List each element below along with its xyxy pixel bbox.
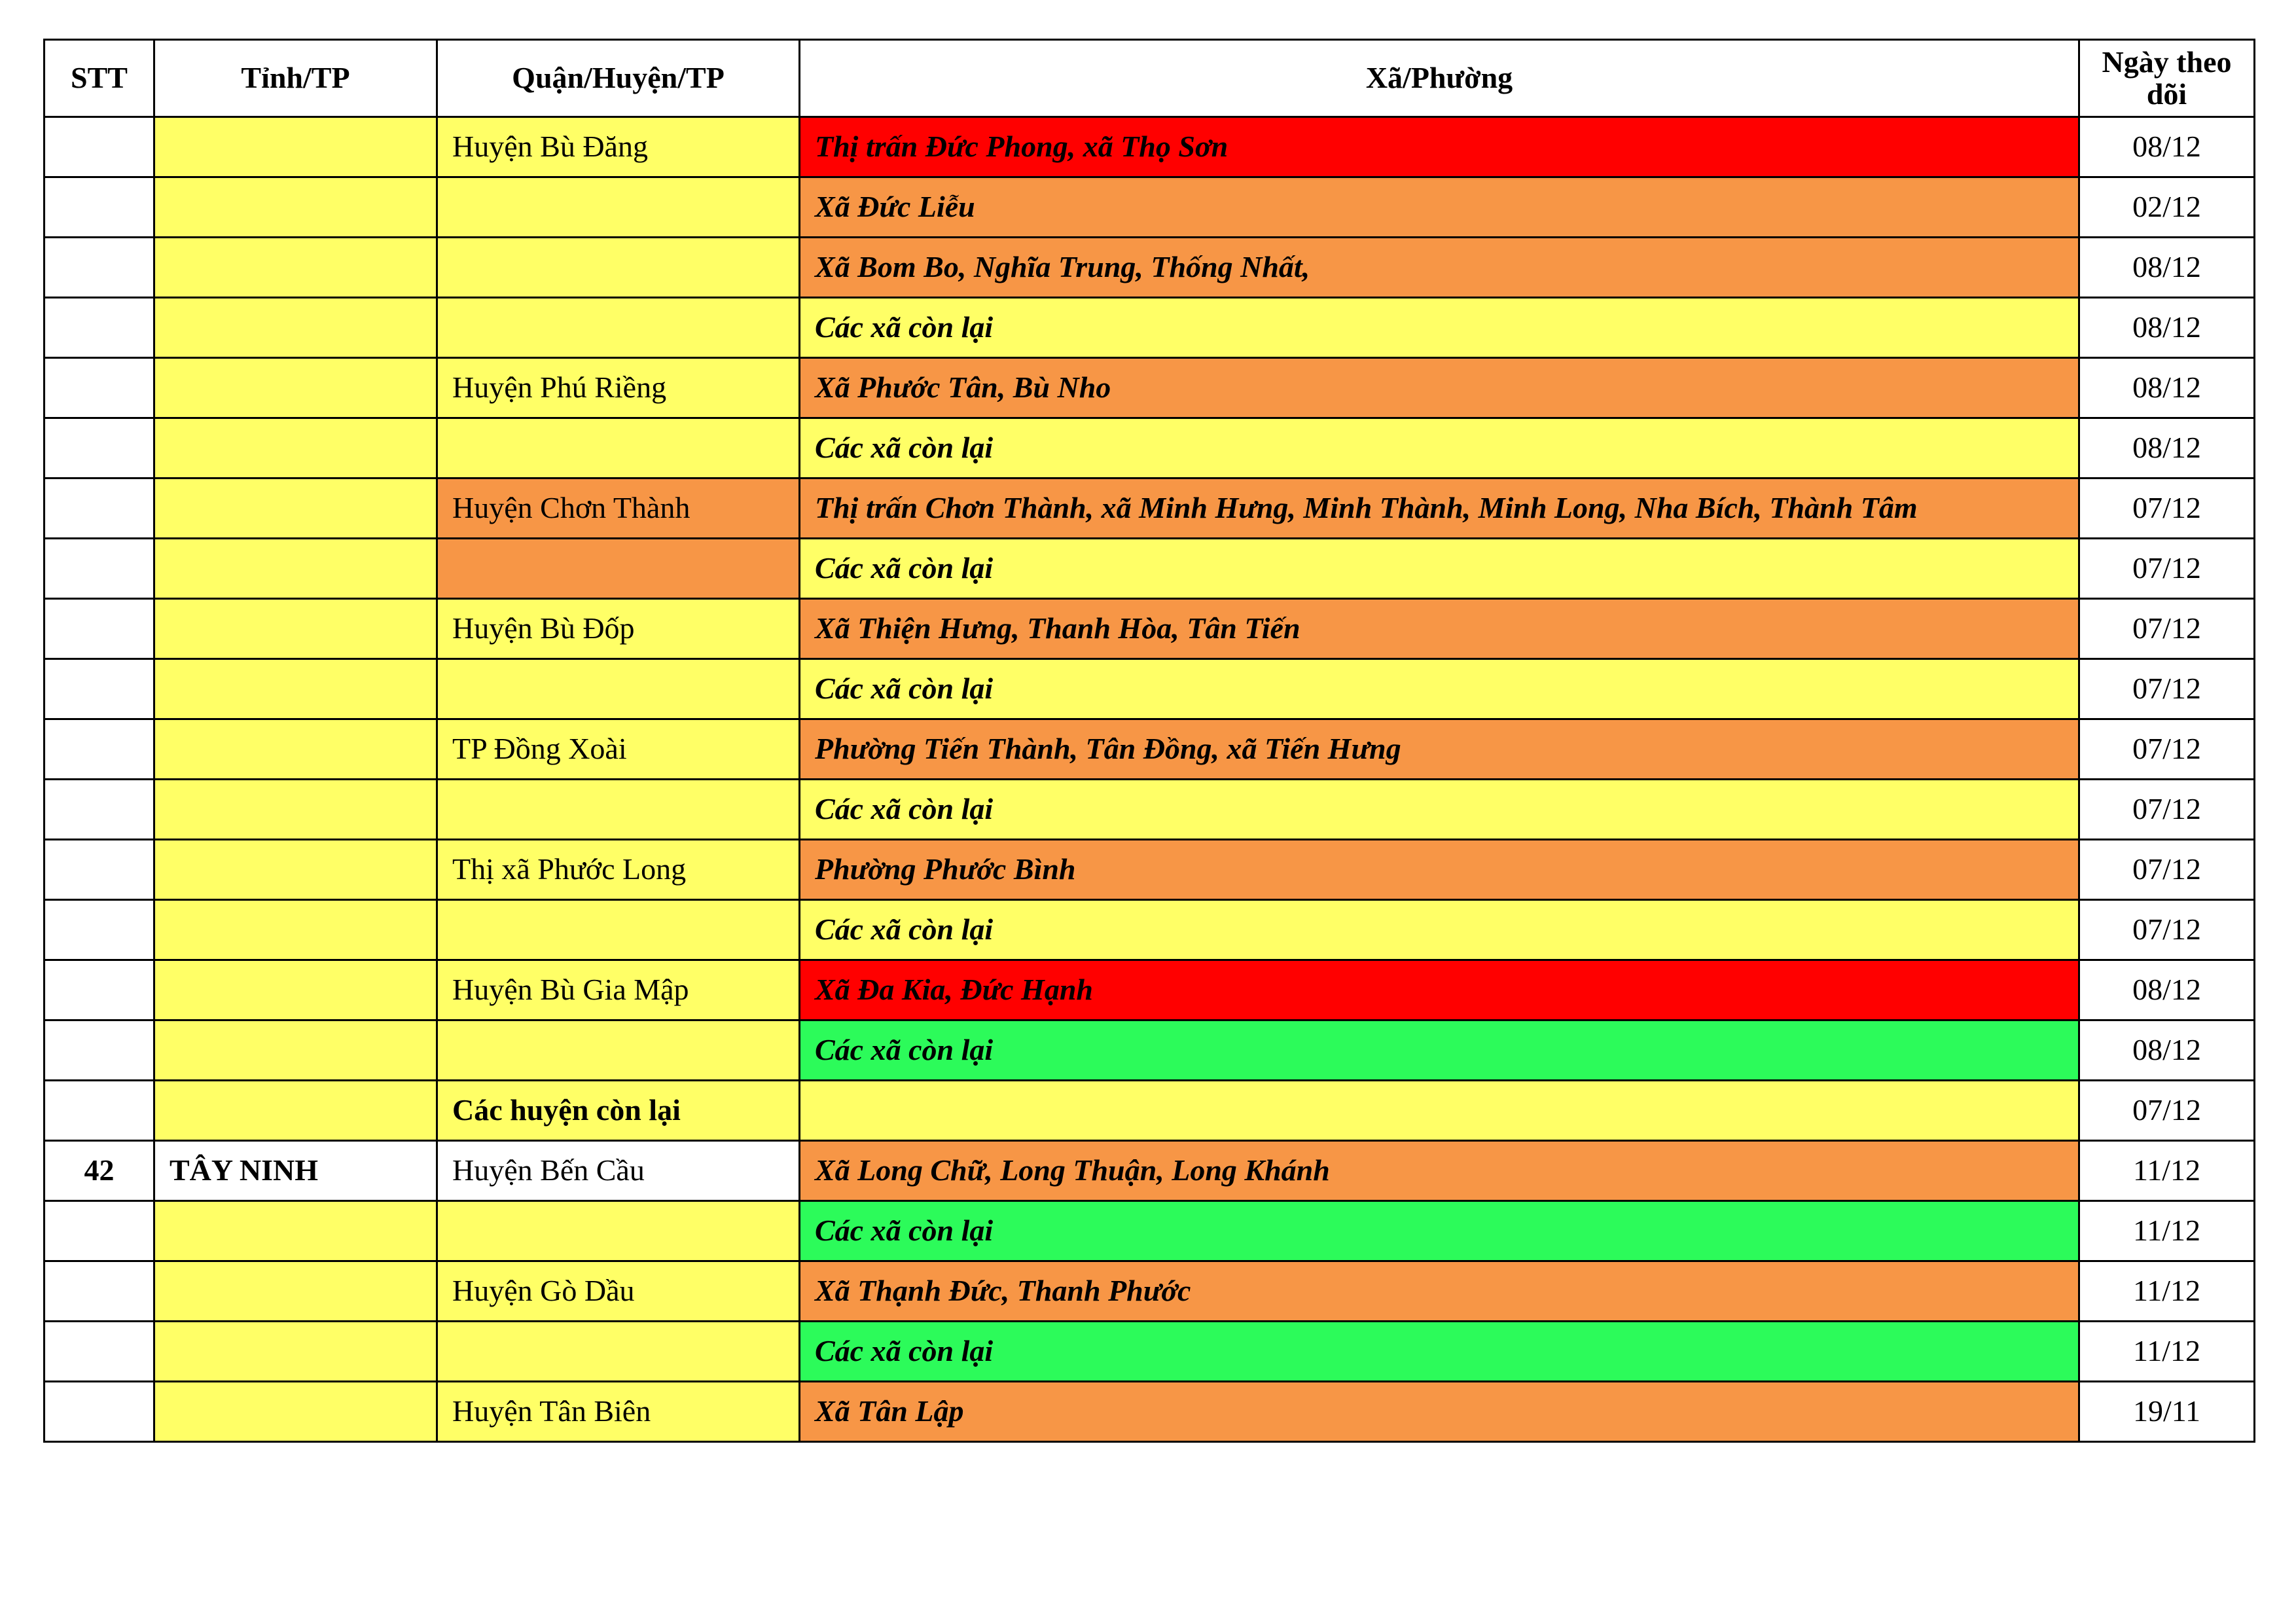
cell-date: 11/12 [2079, 1322, 2255, 1382]
cell-stt [45, 1382, 154, 1442]
cell-province [154, 418, 437, 478]
cell-ward: Các xã còn lại [800, 298, 2079, 358]
cell-date: 07/12 [2079, 1081, 2255, 1141]
epidemic-level-table [43, 39, 2255, 1443]
cell-date: 07/12 [2079, 478, 2255, 539]
cell-district: Huyện Tân Biên [437, 1382, 800, 1442]
cell-date: 08/12 [2079, 1020, 2255, 1081]
cell-stt [45, 1322, 154, 1382]
cell-stt [45, 599, 154, 659]
table-row [45, 478, 2255, 539]
cell-ward: Xã Bom Bo, Nghĩa Trung, Thống Nhất, [800, 238, 2079, 298]
cell-stt [45, 840, 154, 900]
table-row [45, 238, 2255, 298]
cell-date: 07/12 [2079, 840, 2255, 900]
cell-district: Huyện Bù Đăng [437, 117, 800, 177]
cell-date: 08/12 [2079, 298, 2255, 358]
cell-stt [45, 1081, 154, 1141]
cell-ward: Các xã còn lại [800, 539, 2079, 599]
cell-date: 07/12 [2079, 719, 2255, 780]
cell-district [437, 900, 800, 960]
table-row [45, 1261, 2255, 1322]
cell-ward [800, 1081, 2079, 1141]
cell-province [154, 1322, 437, 1382]
cell-district [437, 1020, 800, 1081]
cell-province [154, 659, 437, 719]
cell-district: Huyện Chơn Thành [437, 478, 800, 539]
cell-ward: Các xã còn lại [800, 900, 2079, 960]
cell-date: 11/12 [2079, 1201, 2255, 1261]
cell-province [154, 1261, 437, 1322]
cell-province [154, 840, 437, 900]
table-row [45, 719, 2255, 780]
cell-stt [45, 900, 154, 960]
table-row [45, 177, 2255, 238]
cell-stt [45, 478, 154, 539]
header-province: Tỉnh/TP [154, 40, 437, 117]
cell-ward: Xã Phước Tân, Bù Nho [800, 358, 2079, 418]
table-row [45, 1201, 2255, 1261]
cell-date: 11/12 [2079, 1141, 2255, 1201]
cell-district: Huyện Phú Riềng [437, 358, 800, 418]
table-row [45, 599, 2255, 659]
table-row [45, 539, 2255, 599]
cell-district [437, 780, 800, 840]
table-row [45, 1322, 2255, 1382]
table-row [45, 358, 2255, 418]
table-row [45, 298, 2255, 358]
cell-ward: Thị trấn Đức Phong, xã Thọ Sơn [800, 117, 2079, 177]
cell-province [154, 1081, 437, 1141]
cell-province [154, 1020, 437, 1081]
cell-date: 07/12 [2079, 659, 2255, 719]
cell-province [154, 238, 437, 298]
cell-district: Huyện Bù Đốp [437, 599, 800, 659]
cell-district: Huyện Gò Dầu [437, 1261, 800, 1322]
cell-date: 07/12 [2079, 599, 2255, 659]
cell-ward: Xã Thiện Hưng, Thanh Hòa, Tân Tiến [800, 599, 2079, 659]
cell-date: 07/12 [2079, 780, 2255, 840]
cell-province [154, 900, 437, 960]
cell-ward: Các xã còn lại [800, 1322, 2079, 1382]
cell-district [437, 659, 800, 719]
table-row [45, 780, 2255, 840]
table-row [45, 960, 2255, 1020]
cell-district: Huyện Bến Cầu [437, 1141, 800, 1201]
cell-ward: Xã Đa Kia, Đức Hạnh [800, 960, 2079, 1020]
cell-province [154, 1201, 437, 1261]
cell-stt [45, 117, 154, 177]
cell-stt: 42 [45, 1141, 154, 1201]
cell-district [437, 418, 800, 478]
cell-district: TP Đồng Xoài [437, 719, 800, 780]
cell-district [437, 1201, 800, 1261]
cell-district [437, 177, 800, 238]
cell-stt [45, 960, 154, 1020]
cell-ward: Phường Phước Bình [800, 840, 2079, 900]
cell-province [154, 177, 437, 238]
cell-ward: Phường Tiến Thành, Tân Đồng, xã Tiến Hưng [800, 719, 2079, 780]
table-row [45, 1081, 2255, 1141]
cell-ward: Xã Long Chữ, Long Thuận, Long Khánh [800, 1141, 2079, 1201]
table-row [45, 1382, 2255, 1442]
cell-province [154, 358, 437, 418]
cell-ward: Các xã còn lại [800, 1201, 2079, 1261]
cell-ward: Các xã còn lại [800, 418, 2079, 478]
cell-stt [45, 238, 154, 298]
cell-province [154, 780, 437, 840]
cell-date: 08/12 [2079, 418, 2255, 478]
cell-province [154, 117, 437, 177]
header-district: Quận/Huyện/TP [437, 40, 800, 117]
cell-stt [45, 298, 154, 358]
table-row [45, 1020, 2255, 1081]
cell-district: Các huyện còn lại [437, 1081, 800, 1141]
cell-date: 08/12 [2079, 358, 2255, 418]
cell-date: 08/12 [2079, 960, 2255, 1020]
cell-ward: Xã Thạnh Đức, Thanh Phước [800, 1261, 2079, 1322]
table-body [45, 117, 2255, 1442]
cell-district: Thị xã Phước Long [437, 840, 800, 900]
cell-province [154, 298, 437, 358]
cell-date: 07/12 [2079, 900, 2255, 960]
cell-district [437, 238, 800, 298]
cell-date: 07/12 [2079, 539, 2255, 599]
cell-ward: Các xã còn lại [800, 1020, 2079, 1081]
cell-stt [45, 177, 154, 238]
cell-district: Huyện Bù Gia Mập [437, 960, 800, 1020]
header-ward: Xã/Phường [800, 40, 2079, 117]
cell-province [154, 719, 437, 780]
cell-stt [45, 418, 154, 478]
cell-ward: Thị trấn Chơn Thành, xã Minh Hưng, Minh Thành, Minh Long, Nha Bích, Thành Tâm [800, 478, 2079, 539]
table-header-row [45, 40, 2255, 117]
cell-district [437, 298, 800, 358]
cell-date: 11/12 [2079, 1261, 2255, 1322]
cell-stt [45, 1261, 154, 1322]
cell-district [437, 539, 800, 599]
cell-date: 08/12 [2079, 117, 2255, 177]
cell-stt [45, 1201, 154, 1261]
table-row [45, 659, 2255, 719]
cell-ward: Các xã còn lại [800, 659, 2079, 719]
cell-province [154, 599, 437, 659]
cell-province [154, 960, 437, 1020]
cell-date: 02/12 [2079, 177, 2255, 238]
header-date: Ngày theo dõi [2079, 40, 2255, 117]
cell-ward: Xã Tân Lập [800, 1382, 2079, 1442]
cell-date: 08/12 [2079, 238, 2255, 298]
cell-province [154, 478, 437, 539]
cell-stt [45, 539, 154, 599]
header-stt: STT [45, 40, 154, 117]
table-row [45, 900, 2255, 960]
cell-district [437, 1322, 800, 1382]
cell-province [154, 539, 437, 599]
cell-province [154, 1382, 437, 1442]
table-row [45, 840, 2255, 900]
cell-province: TÂY NINH [154, 1141, 437, 1201]
cell-stt [45, 780, 154, 840]
cell-stt [45, 659, 154, 719]
table-row [45, 117, 2255, 177]
cell-ward: Xã Đức Liễu [800, 177, 2079, 238]
cell-stt [45, 719, 154, 780]
table-row [45, 1141, 2255, 1201]
cell-date: 19/11 [2079, 1382, 2255, 1442]
cell-ward: Các xã còn lại [800, 780, 2079, 840]
cell-stt [45, 1020, 154, 1081]
table-row [45, 418, 2255, 478]
cell-stt [45, 358, 154, 418]
